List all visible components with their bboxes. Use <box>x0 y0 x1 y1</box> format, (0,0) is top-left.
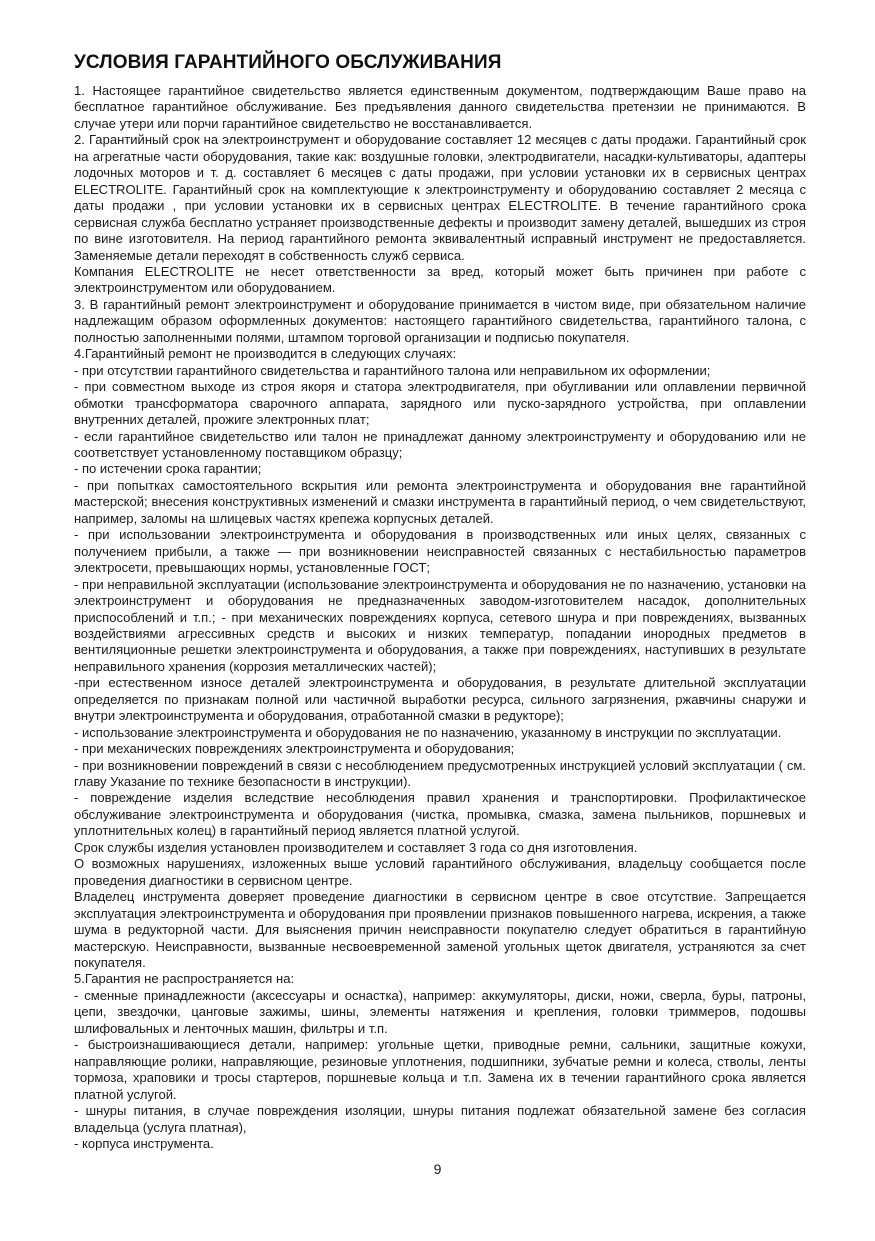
list-item: - использование электроинструмента и оборудования не по назначению, указанному в инструкции по эксплуатации. <box>74 724 782 740</box>
list-item: - при неправильной эксплуатации (использование электроинструмента и оборудования не по назначению, установки на электроинструмент и оборудования не предназначенных заводом-изготовителем насадок, дополнительных приспособлений и т.п.; - при механических повреждениях корпуса, сетевого шнура и при повреждениях, вызванных воздействиями агрессивных средств и высоких и низких температур, попадании инородных предметов в вентиляционные решетки электроинструмента и оборудования, а также при повреждениях, наступивших в результате неправильного хранения (коррозия металлических частей); <box>74 576 806 674</box>
paragraph-diagnostics: Владелец инструмента доверяет проведение диагностики в сервисном центре в свое отсутствие. Запрещается эксплуатация электроинструмента и оборудования при проявлении признаков повышенного нагрева, искрения, а также шума в редукторной части. Для выяснения причин неисправности покупателю следует обратиться в гарантийную мастерскую. Неисправности, вызванные несвоевременной заменой угольных щеток двигателя, устраняются за счет покупателя. <box>74 889 806 971</box>
paragraph-company-liability: Компания ELECTROLITE не несет ответственности за вред, который может быть причинен при работе с электроинструментом или оборудованием. <box>74 263 806 296</box>
list-item: - быстроизнашивающиеся детали, например: угольные щетки, приводные ремни, сальники, защитные кожухи, направляющие ролики, направляющие, резиновые уплотнения, подшипники, зубчатые ремни и колеса, стволы, ленты тормоза, храповики и тросы стартеров, поршневые кольца и т.п. Замена их в течении гарантийного срока является платной услугой. <box>74 1037 806 1102</box>
list-item: - повреждение изделия вследствие несоблюдения правил хранения и транспортировки. Профилактическое обслуживание электроинструмента и оборудования (чистка, промывка, смазка, замена пыльников, поршневых и уплотнительных колец) в гарантийный период является платной услугой. <box>74 790 806 839</box>
list-item: - при попытках самостоятельного вскрытия или ремонта электроинструмента и оборудования вне гарантийной мастерской; внесения конструктивных изменений и смазки инструмента в гарантийный период, о чем свидетельствуют, например, заломы на шлицевых частях крепежа корпусных деталей. <box>74 477 806 526</box>
warranty-page <box>74 50 806 1152</box>
list-item: - сменные принадлежности (аксессуары и оснастка), например: аккумуляторы, диски, ножи, сверла, буры, патроны, цепи, звездочки, цанговые зажимы, шины, элементы натяжения и крепления, головки триммеров, подошвы шлифовальных и ленточных машин, фильтры и т.п. <box>74 987 806 1036</box>
list-item: - при возникновении повреждений в связи с несоблюдением предусмотренных инструкцией условий эксплуатации ( см. главу Указание по технике безопасности в инструкции). <box>74 757 806 790</box>
list-item: - корпуса инструмента. <box>74 1136 214 1151</box>
paragraph-3: 3. В гарантийный ремонт электроинструмент и оборудование принимается в чистом виде, при обязательном наличие надлежащим образом оформленных документов: настоящего гарантийного свидетельства, гарантийного талона, с полностью заполненными полями, штампом торговой организации и подписью покупателя. <box>74 296 806 345</box>
list-item: - при использовании электроинструмента и оборудования в производственных или иных целях, связанных с получением прибыли, а также — при возникновении неисправностей связанных с нестабильностью параметров электросети, превышающих нормы, установленные ГОСТ; <box>74 527 806 576</box>
paragraph-service-life: Срок службы изделия установлен производителем и составляет 3 года со дня изготовления. <box>74 839 638 855</box>
paragraph-4-heading: 4.Гарантийный ремонт не производится в следующих случаях: <box>74 346 457 362</box>
list-item: - по истечении срока гарантии; <box>74 461 262 477</box>
paragraph-violations-notice: О возможных нарушениях, изложенных выше условий гарантийного обслуживания, владельцу сообщается после проведения диагностики в сервисном центре. <box>74 856 806 888</box>
page-title: УСЛОВИЯ ГАРАНТИЙНОГО ОБСЛУЖИВАНИЯ <box>74 52 502 73</box>
list-item: - при совместном выходе из строя якоря и статора электродвигателя, при обугливании или оплавлении первичной обмотки трансформатора сварочного аппарата, зарядного или пуско-зарядного устройства, при оплавлении внутренних деталей, прожиге электронных плат; <box>74 379 806 428</box>
paragraph-1: 1. Настоящее гарантийное свидетельство является единственным документом, подтверждающим Ваше право на бесплатное гарантийное обслуживание. Без предъявления данного свидетельства претензии не принимаются. В случае утери или порчи гарантийное свидетельство не восстанавливается. <box>74 83 806 131</box>
warranty-terms-body <box>74 83 806 1152</box>
list-item: - если гарантийное свидетельство или талон не принадлежат данному электроинструменту и оборудованию или не соответствует установленному поставщиком образцу; <box>74 428 806 460</box>
list-item: - при отсутствии гарантийного свидетельства и гарантийного талона или неправильном их оформлении; <box>74 362 711 378</box>
list-item: - шнуры питания, в случае повреждения изоляции, шнуры питания подлежат обязательной замене без согласия владельца (услуга платная), <box>74 1103 806 1135</box>
paragraph-2: 2. Гарантийный срок на электроинструмент и оборудование составляет 12 месяцев с даты продажи. Гарантийный срок на агрегатные части оборудования, такие как: воздушные головки, электродвигатели, насадки-культиваторы, адаптеры лодочных моторов и т. д. составляет 6 месяцев с даты продажи, при условии установки их в сервисных центрах ELECTROLITE. Гарантийный срок на комплектующие к электроинструменту и оборудованию составляет 2 месяца с даты продажи , при условии установки их в сервисных центрах ELECTROLITE. В течение гарантийного срока сервисная служба бесплатно устраняет производственные дефекты и производит замену деталей, вышедших из строя по вине изготовителя. На период гарантийного ремонта эквивалентный исправный инструмент не предоставляется. Заменяемые детали переходят в собственность служб сервиса. <box>74 132 806 263</box>
list-item: -при естественном износе деталей электроинструмента и оборудования, в результате длительной эксплуатации определяется по признакам полной или частичной выработки ресурса, сильного загрязнения, ржавчины снаружи и внутри электроинструмента и оборудования, отработанной смазки в редукторе); <box>74 675 806 724</box>
paragraph-5-heading: 5.Гарантия не распространяется на: <box>74 971 295 987</box>
list-item: - при механических повреждениях электроинструмента и оборудования; <box>74 741 515 757</box>
page-number: 9 <box>433 1161 442 1177</box>
